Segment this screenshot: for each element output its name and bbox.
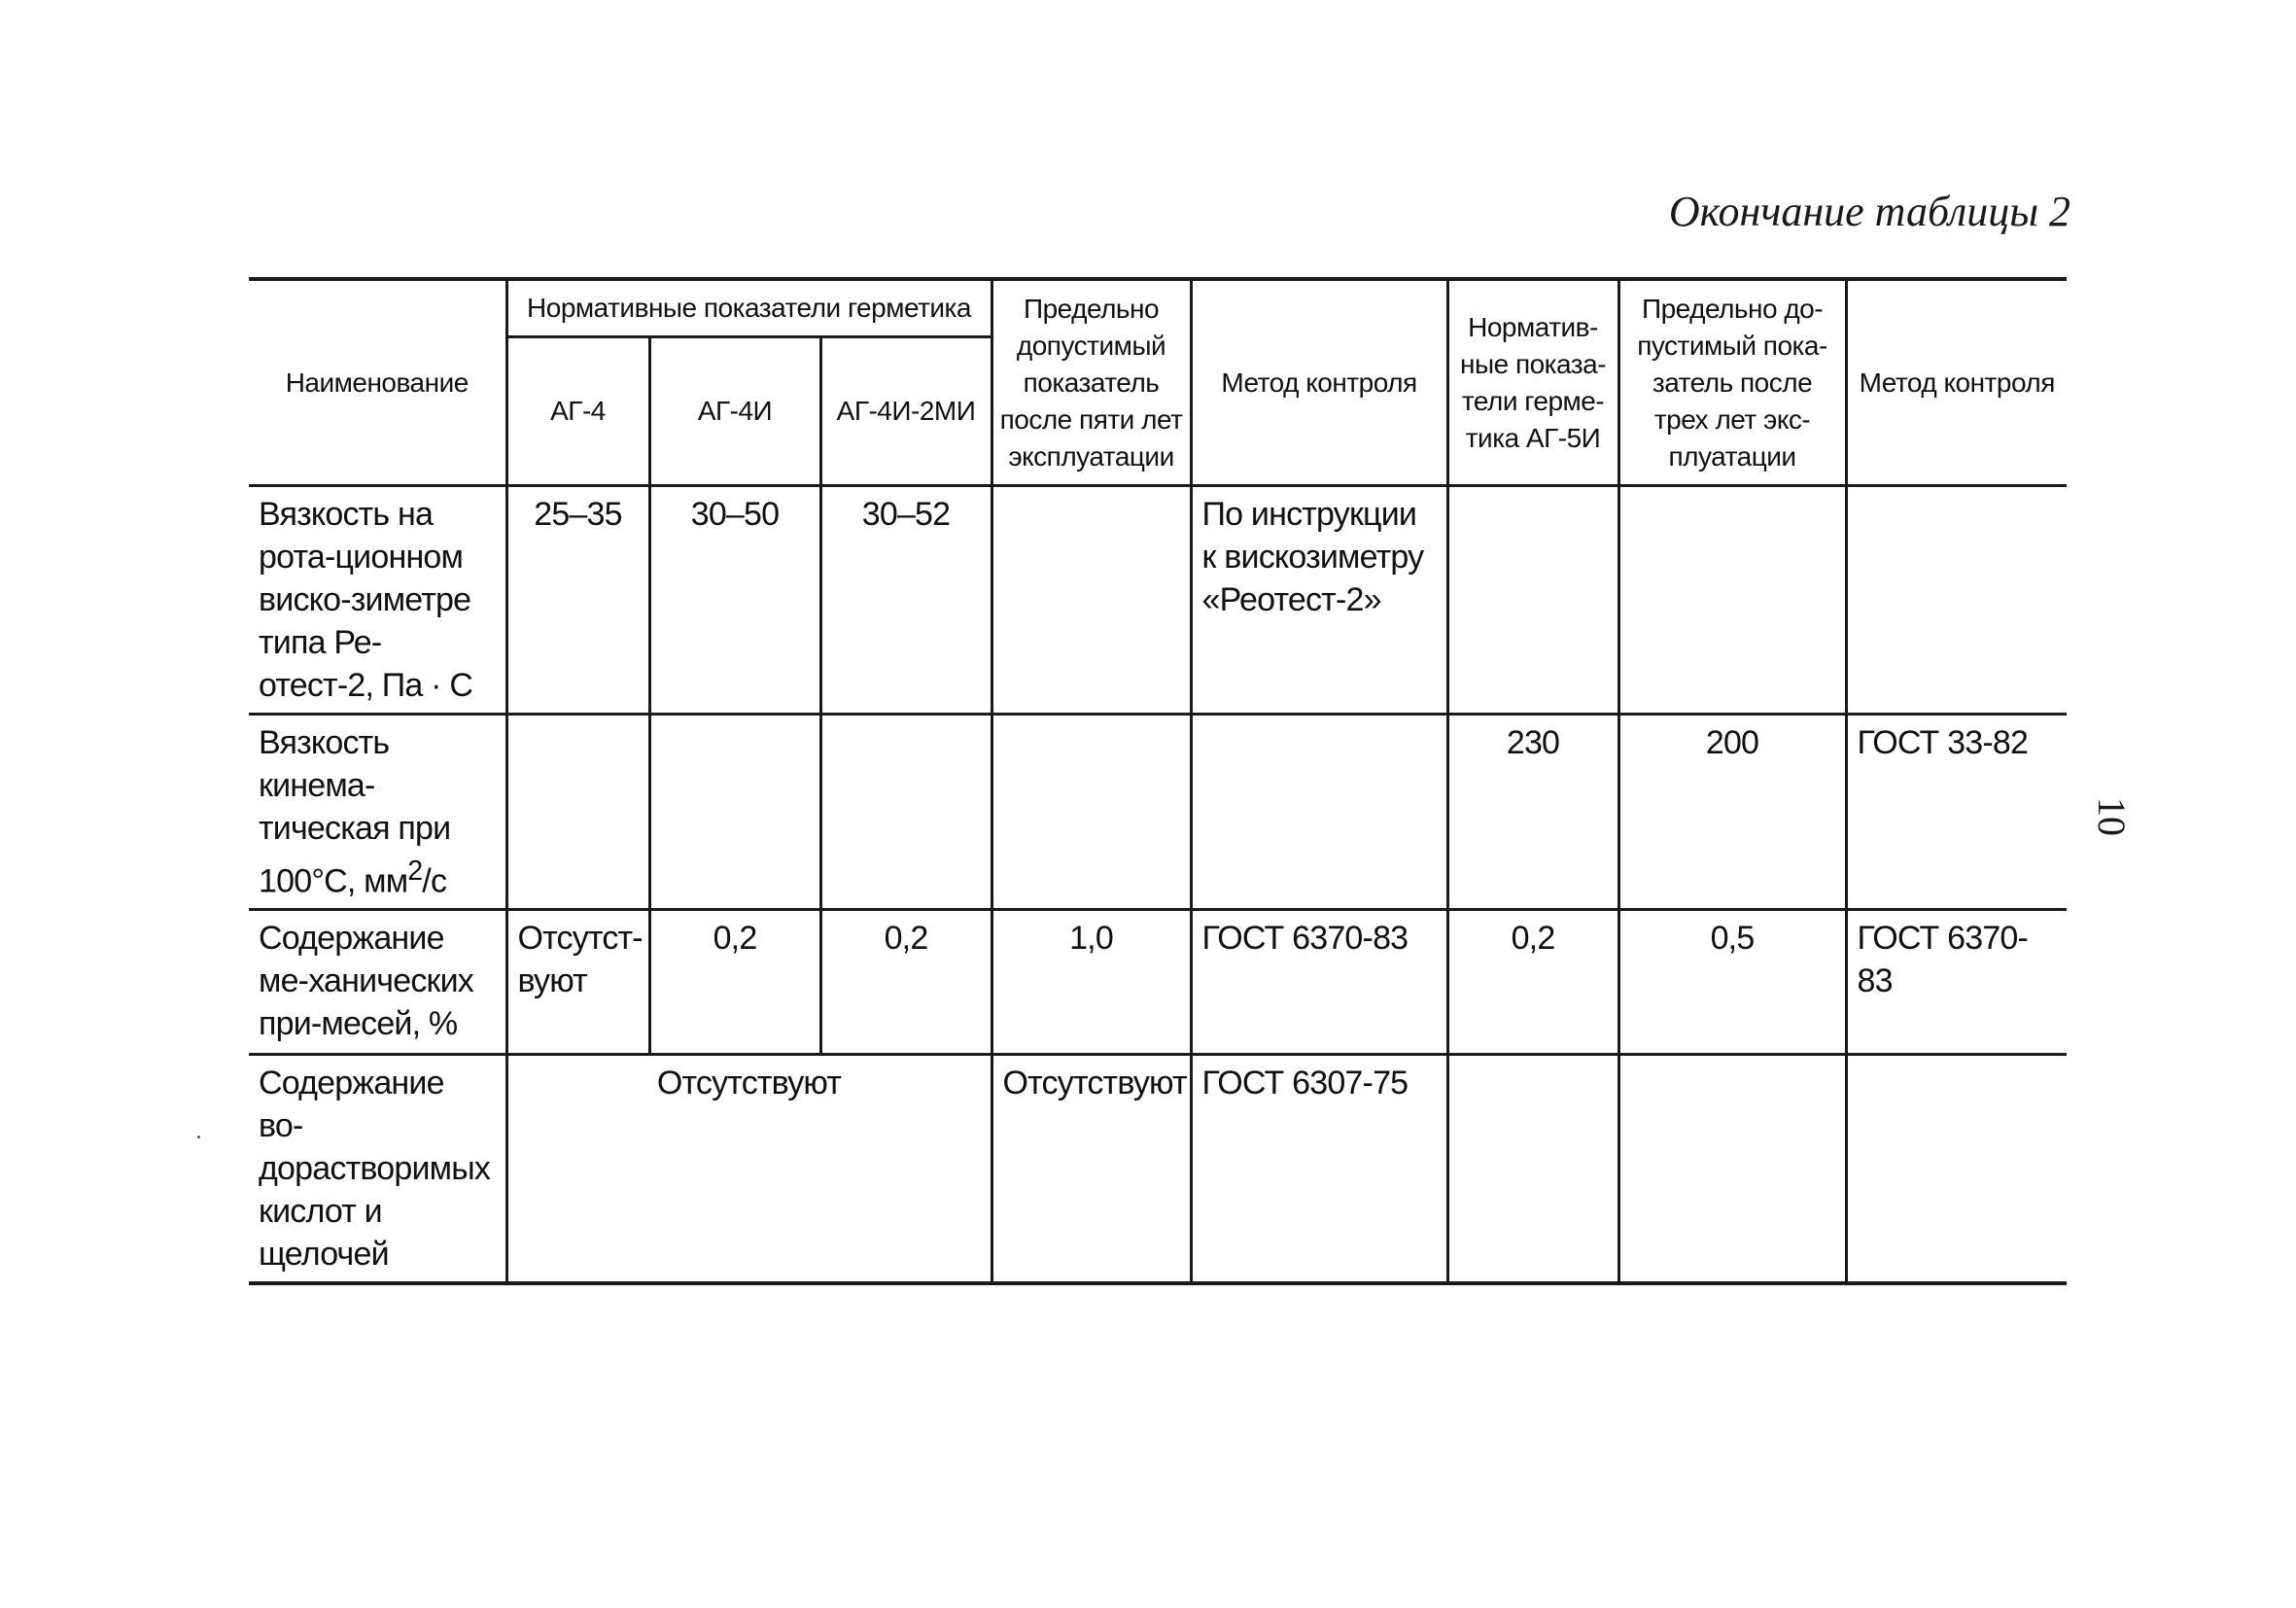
cell-limit-three-years bbox=[1618, 1055, 1846, 1284]
page-number: 10 bbox=[2090, 797, 2134, 836]
table-row bbox=[249, 910, 2067, 1055]
cell-normative-ag5i bbox=[1447, 486, 1618, 715]
cell-limit-five-years bbox=[991, 715, 1191, 910]
cell-method-2 bbox=[1846, 1055, 2067, 1284]
header-normative-group: Нормативные показатели герметика bbox=[506, 279, 991, 337]
cell-ag4i2mi: 0,2 bbox=[820, 910, 991, 1055]
cell-ag4: Отсутст-вуют bbox=[506, 910, 649, 1055]
row-name: Содержание во-дорастворимых кислот и щелочей bbox=[249, 1055, 506, 1284]
header-ag4: АГ-4 bbox=[506, 337, 649, 486]
cell-method-2: ГОСТ 6370-83 bbox=[1846, 910, 2067, 1055]
cell-ag4: 25–35 bbox=[506, 486, 649, 715]
cell-method-1: По инструкции к вискозиметру «Реотест-2» bbox=[1191, 486, 1447, 715]
scan-speck bbox=[197, 1136, 200, 1138]
cell-normative-ag5i: 230 bbox=[1447, 715, 1618, 910]
cell-limit-three-years: 0,5 bbox=[1618, 910, 1846, 1055]
cell-limit-five-years: 1,0 bbox=[991, 910, 1191, 1055]
cell-method-1: ГОСТ 6307-75 bbox=[1191, 1055, 1447, 1284]
header-method-2: Метод контроля bbox=[1846, 279, 2067, 486]
table-caption: Окончание таблицы 2 bbox=[1668, 188, 2070, 235]
cell-ag4i2mi: 30–52 bbox=[820, 486, 991, 715]
cell-method-2 bbox=[1846, 486, 2067, 715]
cell-limit-three-years: 200 bbox=[1618, 715, 1846, 910]
header-row bbox=[249, 279, 2067, 337]
cell-method-1: ГОСТ 6370-83 bbox=[1191, 910, 1447, 1055]
row-name bbox=[249, 715, 506, 910]
unit-superscript: 2 bbox=[407, 856, 423, 887]
cell-method-2: ГОСТ 33-82 bbox=[1846, 715, 2067, 910]
cell-ag4i: 0,2 bbox=[649, 910, 820, 1055]
header-ag4i2mi: АГ-4И-2МИ bbox=[820, 337, 991, 486]
header-limit-five-years: Предельно допустимый показатель после пяти лет эксплуатации bbox=[991, 279, 1191, 486]
row-name-main: Вязкость кинема-тическая при 100°С, мм bbox=[259, 724, 451, 900]
properties-table bbox=[249, 277, 2067, 1285]
table-row bbox=[249, 1055, 2067, 1284]
table-row bbox=[249, 715, 2067, 910]
cell-ag4i: 30–50 bbox=[649, 486, 820, 715]
header-ag4i: АГ-4И bbox=[649, 337, 820, 486]
row-name: Содержание ме-ханических при-месей, % bbox=[249, 910, 506, 1055]
cell-method-1 bbox=[1191, 715, 1447, 910]
row-name-unit-tail: /с bbox=[422, 862, 447, 900]
cell-limit-five-years: Отсутствуют bbox=[991, 1055, 1191, 1284]
header-method-1: Метод контроля bbox=[1191, 279, 1447, 486]
cell-normative-merged: Отсутствуют bbox=[506, 1055, 991, 1284]
cell-normative-ag5i: 0,2 bbox=[1447, 910, 1618, 1055]
header-limit-three-years: Предельно до-пустимый пока-затель после трех лет экс-плуатации bbox=[1618, 279, 1846, 486]
cell-limit-three-years bbox=[1618, 486, 1846, 715]
cell-ag4i bbox=[649, 715, 820, 910]
cell-normative-ag5i bbox=[1447, 1055, 1618, 1284]
cell-limit-five-years bbox=[991, 486, 1191, 715]
header-name: Наименование bbox=[249, 279, 506, 486]
row-name: Вязкость на рота-ционном виско-зиметре типа Ре-отест-2, Па · С bbox=[249, 486, 506, 715]
cell-ag4 bbox=[506, 715, 649, 910]
header-normative-ag5i: Норматив-ные показа-тели герме-тика АГ-5И bbox=[1447, 279, 1618, 486]
table-row bbox=[249, 486, 2067, 715]
cell-ag4i2mi bbox=[820, 715, 991, 910]
